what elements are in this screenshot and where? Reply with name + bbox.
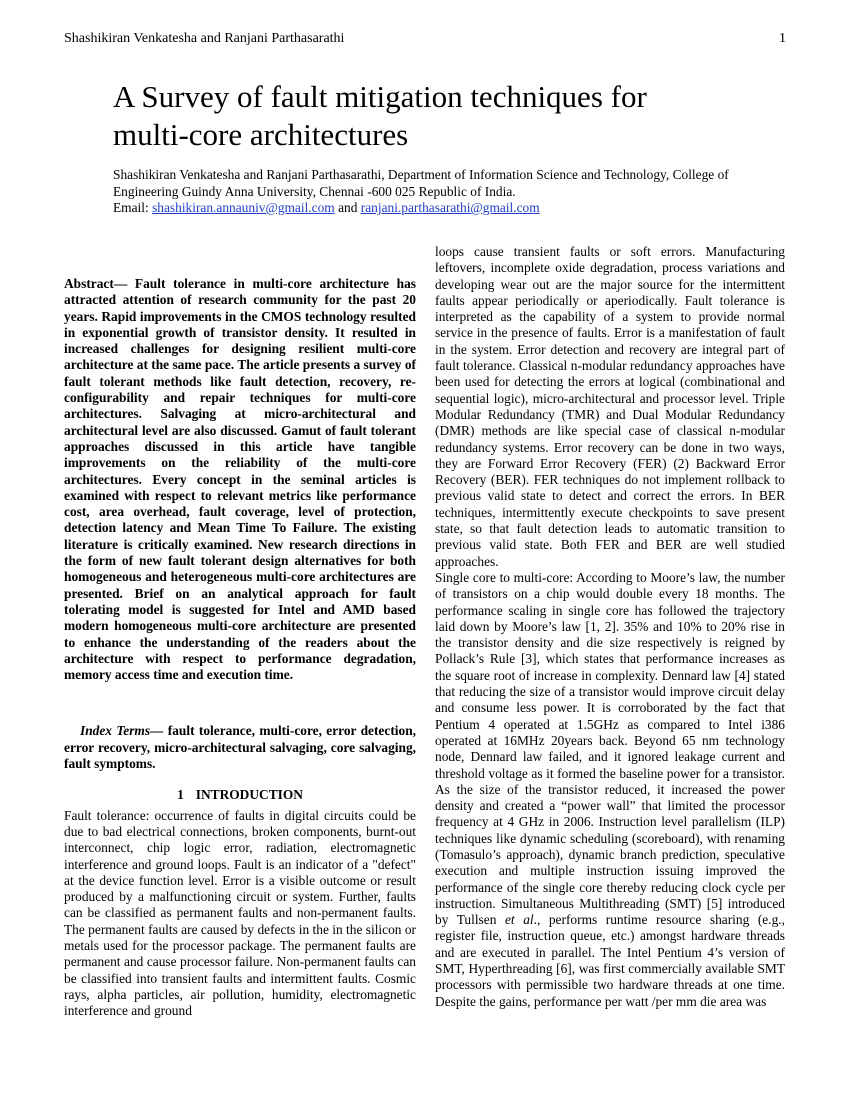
author-affiliation xyxy=(113,167,773,217)
paragraph-3-text-b: ., performs runtime resource sharing (e.g., register file, instruction queue, etc.) amongst hardware threads and are executed in parallel. The Intel Pentium 4’s version of SMT, Hyperthreading [6], was first commercially available SMT processors with permissible two hardware threads at one time. Despite the gains, performance per watt /per mm die area was xyxy=(435,912,785,1009)
title-line-2: multi-core architectures xyxy=(113,117,409,152)
section-heading-introduction xyxy=(64,787,416,803)
abstract: Abstract— Fault tolerance in multi-core architecture has attracted attention of research community for the past 20 years. Rapid improvements in the CMOS technology resulted in exponential growth of transistor density. It resulted in increased challenges for designing resilient multi-core architecture at the same pace. The article presents a survey of fault tolerant methods like fault detection, recovery, re-configurability and repair techniques for multi-core architectures. Salvaging at micro-architectural and architectural level are also discussed. Gamut of fault tolerant approaches discussed in this article have tangible improvements on the reliability of the multi-core architectures. Every concept in the seminal articles is examined with respect to relevant metrics like performance cost, area overhead, fault coverage, level of protection, detection latency and Mean Time To Failure. The existing literature is critically examined. New research directions in the form of new fault tolerant design alternatives for both homogeneous and heterogeneous multi-core architectures are presented. Brief on an analytical approach for fault tolerating model is suggested for Intel and AMD based modern homogeneous multi-core architecture are presented to enhance the understanding of the readers about the architecture with respect to performance degradation, memory access time and execution time. xyxy=(64,276,416,683)
running-head-authors: Shashikiran Venkatesha and Ranjani Parthasarathi xyxy=(64,31,345,46)
index-terms-text: fault tolerance, multi-core, error detection, error recovery, micro-architectural salvaging, core salvaging, fault symptoms. xyxy=(64,723,416,772)
email-link-2[interactable]: ranjani.parthasarathi@gmail.com xyxy=(360,200,540,215)
intro-paragraph-3 xyxy=(435,570,785,1010)
page-number: 1 xyxy=(779,31,786,46)
index-terms-label: Index Terms— xyxy=(80,723,164,739)
paragraph-3-et-al: et al xyxy=(504,912,534,928)
email-link-1[interactable]: shashikiran.annauniv@gmail.com xyxy=(152,200,335,215)
intro-paragraph-2: loops cause transient faults or soft errors. Manufacturing leftovers, incomplete oxide degradation, process variations and developing wear out are the major source for the intermittent faults appear periodically or aperiodically. Fault tolerance is interpreted as the capability of a system to provide normal service in the presence of faults. Error is a manifestation of fault in the system. Error detection and recovery are integral part of fault tolerance. Classical n-modular redundancy approaches have been used for detecting the errors at logical (combinational and sequential logic), micro-architectural and processor level. Triple Modular Redundancy (TMR) and Dual Modular Redundancy (DMR) methods are like special case of classical n-modular redundancy systems. Error recovery can be done in two ways, they are Forward Error Recovery (FER) (2) Backward Error Recovery (BER). FER techniques do not implement rollback to previous valid state to detect and correct the errors. In BER techniques, intermittently execute checkpoints to save present state, so that fault detection leads to automatic transition to previous valid state. Both FER and BER are well studied approaches. xyxy=(435,244,785,569)
intro-paragraph-1: Fault tolerance: occurrence of faults in digital circuits could be due to bad electrical connections, broken components, burnt-out interconnect, chip logic error, radiation, electromagnetic interference and ground loops. Fault is an indicator of a "defect" at the device function level. Error is a visible outcome or result produced by a malfunctioning circuit or system. Further, faults can be classified as permanent faults and non-permanent faults. The permanent faults are caused by defects in the in the silicon or metals used for the processor package. The permanent faults are permanent and cause processor failure. Non-permanent faults can be classified into transient faults and intermittent faults. Cosmic rays, alpha particles, air pollution, humidity, electromagnetic interference and ground xyxy=(64,807,416,1019)
email-line xyxy=(113,200,773,217)
section-title: INTRODUCTION xyxy=(195,787,303,803)
running-header xyxy=(64,30,786,48)
title-line-1: A Survey of fault mitigation techniques for xyxy=(113,79,647,114)
email-label: Email: xyxy=(113,200,153,215)
paper-title xyxy=(113,78,753,154)
left-column xyxy=(64,276,416,1019)
section-number: 1 xyxy=(177,787,184,803)
email-conjunction: and xyxy=(334,200,361,215)
affiliation-line-2: Engineering Guindy Anna University, Chennai -600 025 Republic of India. xyxy=(113,183,516,199)
affiliation-line-1: Shashikiran Venkatesha and Ranjani Parthasarathi, Department of Information Science and Technology, College of xyxy=(113,167,729,182)
right-column xyxy=(435,244,785,1010)
index-terms xyxy=(64,723,416,772)
paragraph-3-text-a: Single core to multi-core: According to Moore’s law, the number of transistors on a chip would double every 18 months. The performance scaling in single core has followed the trajectory laid down by Moore’s law [1, 2]. 35% and 10% to 20% rise in the transistor density and die size respectively is reigned by Pollack’s Rule [3], which states that performance increases as the square root of increase in complexity. Dennard law [4] stated that reducing the size of a transistor would improve circuit delay and consume less power. It is corroborated by the fact that Pentium 4 operated at 1.5GHz as compared to Intel i386 operated at 16MHz 20years back. Beyond 65 nm technology node, Dennard law failed, and it ignored leakage current and threshold voltage as it formed the baseline power for a transistor. As the size of the transistor reduced, it increased the power density and created a “power wall” that limited the processor frequency at 4 GHz in 2006. Instruction level parallelism (ILP) techniques like dynamic scheduling (scoreboard), with renaming (Tomasulo’s approach), dynamic branch prediction, speculative execution and multiple instruction issuing improved the performance of the single core thereby reducing clock cycle per instruction. Simultaneous Multithreading (SMT) [5] introduced by Tullsen xyxy=(435,569,785,928)
